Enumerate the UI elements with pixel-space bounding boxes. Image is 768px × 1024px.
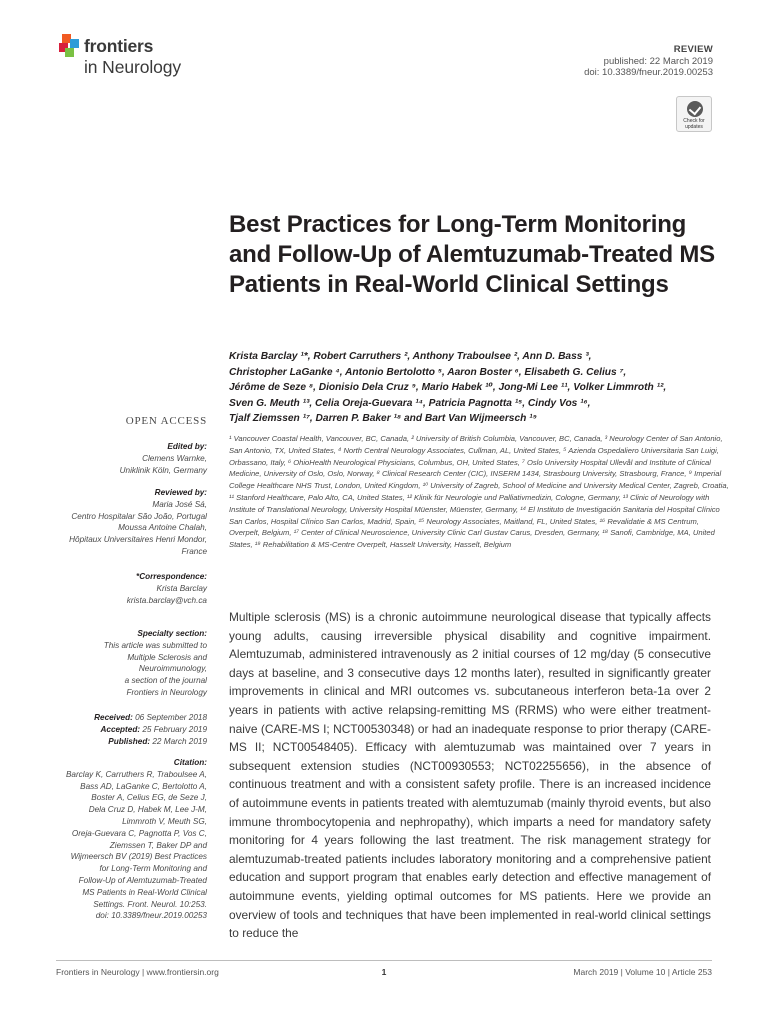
affiliations: ¹ Vancouver Coastal Health, Vancouver, BC, Canada, ² University of British Columbia, Vancouver, BC, Canada, ³ Neurology Center of San Antonio, San Antonio, TX, United States, ⁴ North Central Neurology Associates, Cullman, AL, United States, ⁵ Azienda Ospedaliero Universitaria San Luigi, Orbassano, Italy, ⁶ OhioHealth Neurological Physicians, Columbus, OH, United States, ⁷ Oslo University Hospital Ullevål and Institute of Clinical Medicine, University of Oslo, Oslo, Norway, ⁸ Clinical Research Center (CIC), INSERM 1434, Strasbourg University, Strasbourg, France, ⁹ Imperial College Healthcare NHS Trust, London, United Kingdom, ¹⁰ University of Zagreb, School of Medicine and University Medical Center, Zagreb, Croatia, ¹¹ Stanford Healthcare, Palo Alto, CA, United States, ¹² Klinik für Neurologie und Palliativmedizin, Cologne, Germany, ¹³ Clinic of Neurology with Institute of Translational Neurology, University Hospital Müenster, Müenster, Germany, ¹⁴ El Instituto de Investigación Sanitaria del Hospital Clínico San Carlos, Hospital Clínico San Carlos, Madrid, Spain, ¹⁵ Neurology Associates, Maitland, FL, United States, ¹⁶ Revalidatie & MS Centrum, Overpelt, Belgium, ¹⁷ Center of Clinical Neuroscience, University Clinic Carl Gustav Carus, Dresden, Germany, ¹⁸ Sanofi, Cambridge, MA, United States, ¹⁹ Rehabilitation & MS-Centre Overpelt, Hasselt University, Hasselt, Belgium [229, 434, 729, 550]
accepted-label: Accepted: [100, 724, 141, 734]
reviewer-line: Centro Hospitalar São João, Portugal [71, 511, 207, 521]
article-doi[interactable]: doi: 10.3389/fneur.2019.00253 [584, 67, 713, 78]
reviewed-by-block [50, 487, 207, 558]
reviewer-line: Moussa Antoine Chalah, [118, 523, 207, 533]
author-line: Tjalf Ziemssen ¹⁷, Darren P. Baker ¹⁸ and Bart Van Wijmeersch ¹⁹ [229, 413, 537, 424]
check-updates-label: Check for updates [683, 118, 705, 130]
citation-label: Citation: [173, 758, 207, 767]
check-for-updates-badge[interactable] [676, 96, 712, 132]
edited-by-label: Edited by: [167, 442, 207, 451]
received-date: 06 September 2018 [135, 713, 207, 722]
editor-affiliation: Uniklinik Köln, Germany [119, 465, 207, 475]
corresponding-author: Krista Barclay [156, 583, 207, 593]
citation-line: Limmroth V, Meuth SG, [122, 816, 207, 826]
specialty-line: Frontiers in Neurology [126, 687, 207, 697]
citation-line: Oreja-Guevara C, Pagnotta P, Vos C, [71, 828, 207, 838]
citation-line: MS Patients in Real-World Clinical [82, 887, 207, 897]
frontiers-logo-icon [56, 33, 82, 59]
author-line: Jérôme de Seze ⁸, Dionisio Dela Cruz ⁹, Mario Habek ¹⁰, Jong-Mi Lee ¹¹, Volker Limmroth ¹², [229, 382, 667, 393]
citation-line: Dela Cruz D, Habek M, Lee J-M, [88, 805, 207, 815]
published-label: Published: [108, 736, 151, 746]
article-meta [584, 44, 713, 79]
reviewed-by-label: Reviewed by: [154, 488, 207, 497]
citation-line: Bass AD, LaGanke C, Bertolotto A, [80, 781, 207, 791]
citation-line: Ziemssen T, Baker DP and [109, 840, 207, 850]
received-date-line [50, 712, 207, 724]
page-footer [56, 960, 712, 977]
published-date: published: 22 March 2019 [603, 55, 713, 67]
citation-line: for Long-Term Monitoring and [99, 864, 207, 874]
reviewer-line: Maria José Sá, [152, 499, 207, 509]
specialty-line: Multiple Sclerosis and [127, 652, 207, 662]
citation-line: Boster A, Celius EG, de Seze J, [91, 793, 207, 803]
dates-block [50, 712, 207, 747]
abstract-text: Multiple sclerosis (MS) is a chronic autoimmune neurological disease that typically affects young adults, causing irreversible physical disability and cognitive impairment. Alemtuzumab, administered intravenously as 2 initial courses of 12 mg/day (5 consecutive days at baseline, and 3 consecutive days 12 months later), resulted in significantly greater improvements in clinical and MRI outcomes vs. subcutaneous interferon beta-1a over 2 years in patients with active relapsing-remitting MS (RRMS) who were either treatment-naive (CARE-MS I; NCT00530348) or had an inadequate response to prior therapy (CARE-MS II; NCT00548405). Efficacy with alemtuzumab was maintained over 7 years in subsequent extension studies (NCT00930553; NCT02255656), in the absence of continuous treatment and with a consistent safety profile. There is an increased incidence of autoimmune events in patients treated with alemtuzumab (mainly thyroid events, but also immune thrombocytopenia and nephropathy), which imparts a need for mandatory safety monitoring for 4 years following the last treatment. The risk management strategy for alemtuzumab-treated patients includes laboratory monitoring and a comprehensive patient education and support program that enables early detection and effective management of autoimmune events, yielding optimal outcomes for MS patients. Here we provide an overview of tools and techniques that have been implemented in real-world clinical settings to reduce the [229, 610, 711, 941]
citation-doi[interactable]: doi: 10.3389/fneur.2019.00253 [95, 911, 207, 921]
corresponding-email[interactable]: krista.barclay@vch.ca [126, 595, 207, 605]
logo-word-frontiers: frontiers [84, 36, 154, 56]
open-access-label: OPEN ACCESS [125, 415, 207, 427]
footer-issue-info: March 2019 | Volume 10 | Article 253 [573, 967, 712, 977]
article-type: REVIEW [673, 44, 713, 55]
citation-line: Wijmeersch BV (2019) Best Practices [70, 852, 207, 862]
received-label: Received: [94, 713, 133, 722]
correspondence-label: *Correspondence: [136, 572, 207, 581]
check-updates-icon [687, 101, 703, 117]
author-list [229, 349, 729, 427]
page-number: 1 [381, 967, 387, 977]
specialty-section-block [50, 628, 207, 699]
reviewer-line: Hôpitaux Universitaires Henri Mondor, [69, 535, 207, 545]
reviewer-line: France [181, 546, 207, 556]
author-line: Christopher LaGanke ⁴, Antonio Bertolotto ⁵, Aaron Boster ⁶, Elisabeth G. Celius ⁷, [229, 366, 627, 378]
citation-line: Follow-Up of Alemtuzumab-Treated [78, 875, 207, 885]
logo-word-journal: in Neurology [84, 57, 182, 77]
citation-line: Barclay K, Carruthers R, Traboulsee A, [65, 769, 207, 779]
editor-name: Clemens Warnke, [142, 453, 207, 463]
citation-line: Settings. Front. Neurol. 10:253. [93, 899, 207, 909]
accepted-date: 25 February 2019 [142, 724, 207, 734]
article-title: Best Practices for Long-Term Monitoring and Follow-Up of Alemtuzumab-Treated MS Patients in Real-World Clinical Settings [229, 211, 715, 298]
edited-by-block [50, 441, 207, 476]
published-date-line [50, 736, 207, 748]
specialty-line: This article was submitted to [103, 640, 207, 650]
accepted-date-line [50, 724, 207, 736]
journal-logo[interactable] [56, 33, 216, 83]
specialty-label: Specialty section: [137, 629, 207, 638]
published-date-sidebar: 22 March 2019 [152, 736, 207, 746]
author-line: Sven G. Meuth ¹³, Celia Oreja-Guevara ¹⁴, Patricia Pagnotta ¹⁵, Cindy Vos ¹⁶, [229, 397, 591, 409]
specialty-line: Neuroimmunology, [138, 664, 207, 674]
correspondence-block [50, 571, 207, 606]
footer-journal-link[interactable]: Frontiers in Neurology | www.frontiersin.org [56, 967, 219, 977]
specialty-line: a section of the journal [124, 676, 207, 686]
author-line: Krista Barclay ¹*, Robert Carruthers ², Anthony Traboulsee ², Ann D. Bass ³, [229, 351, 592, 362]
citation-block [50, 757, 207, 922]
